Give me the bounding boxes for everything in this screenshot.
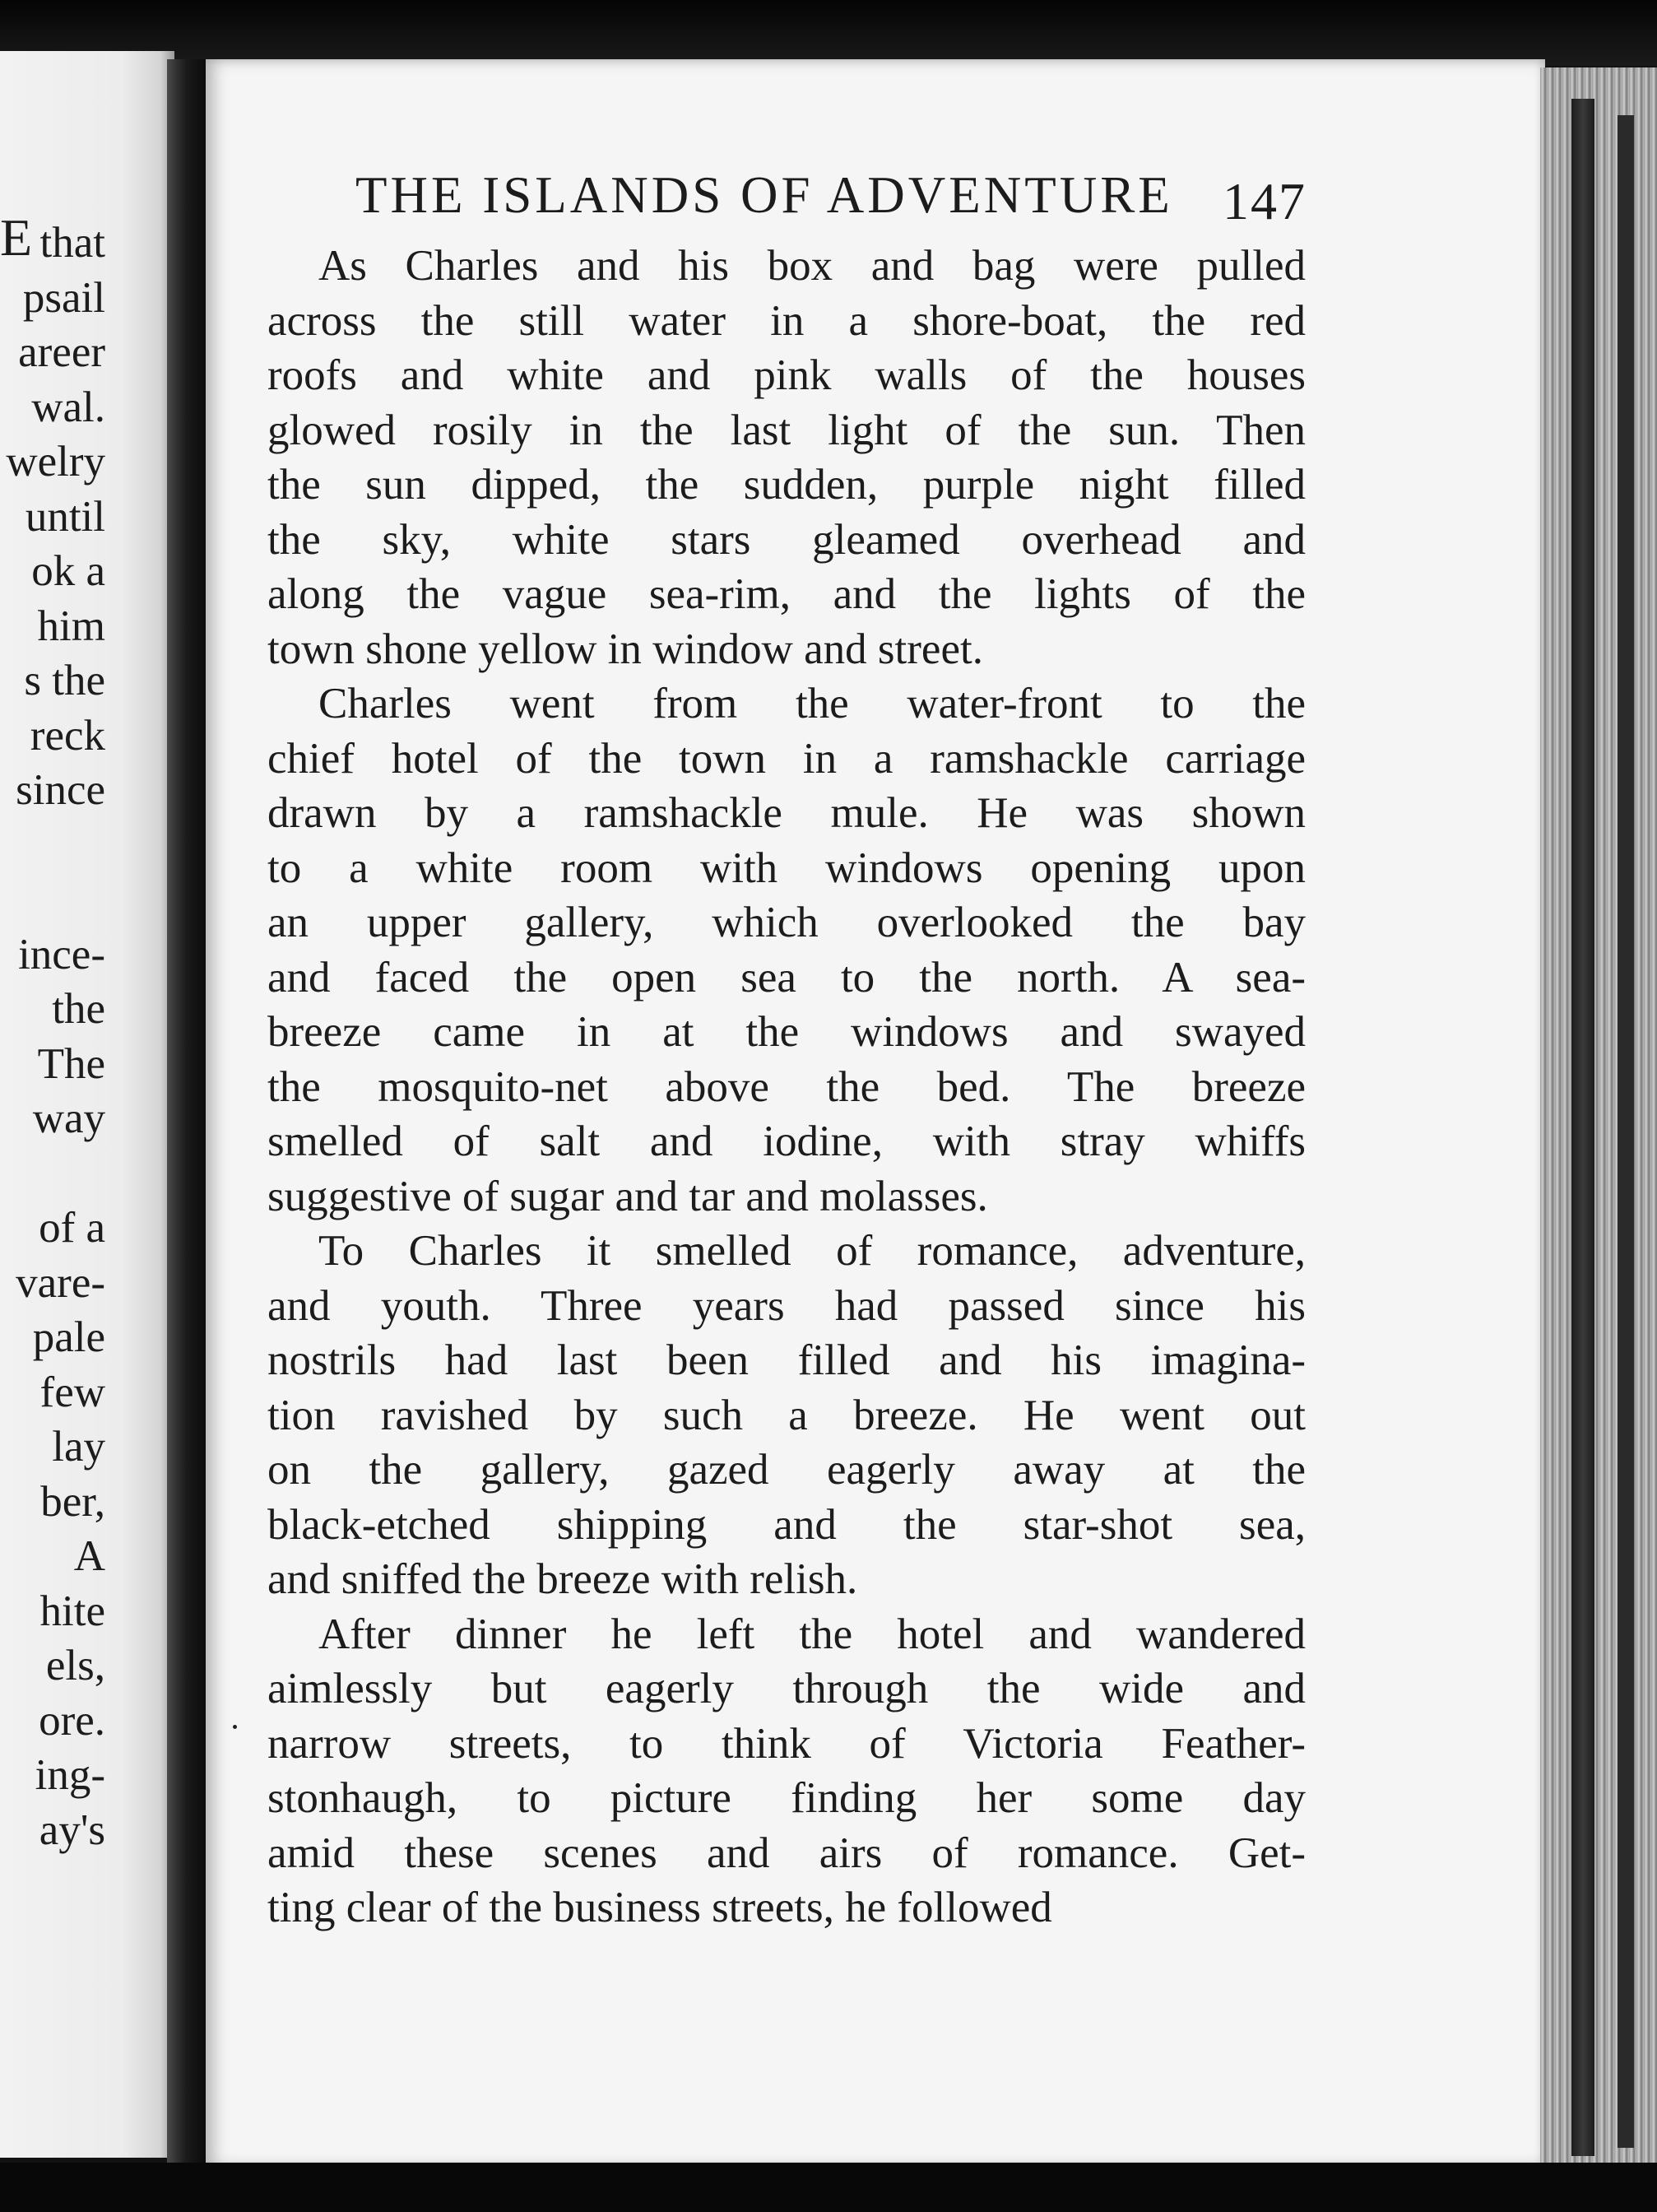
previous-page-line-fragment: ing- (35, 1751, 105, 1799)
text-line: along the vague sea-rim, and the lights of the (267, 570, 1306, 618)
previous-page-line-fragment: ok a (31, 547, 105, 595)
text-line: to a white room with windows opening upon (267, 843, 1306, 892)
previous-page-line-fragment: ay's (39, 1805, 105, 1854)
previous-page-line-fragment: ore. (39, 1696, 105, 1745)
previous-page-line-fragment: s the (24, 657, 105, 704)
previous-page-line-fragment: The (37, 1039, 105, 1088)
text-line: town shone yellow in window and street. (267, 625, 983, 673)
previous-page-line-fragment: way (32, 1094, 105, 1142)
text-line: black-etched shipping and the star-shot sea, (267, 1500, 1306, 1549)
text-line: on the gallery, gazed eagerly away at the (267, 1446, 1306, 1494)
previous-page-line-fragment (0, 872, 105, 927)
text-line: the mosquito-net above the bed. The breeze (267, 1062, 1306, 1111)
scan-top-border (0, 0, 1657, 66)
previous-page-running-head: E (0, 208, 33, 267)
running-head-title: THE ISLANDS OF ADVENTURE (355, 166, 1173, 224)
text-line: narrow streets, to think of Victoria Feather- (267, 1719, 1306, 1768)
page-number: 147 (1223, 172, 1307, 230)
text-line: and youth. Three years had passed since his (267, 1281, 1306, 1330)
text-line: stonhaugh, to picture finding her some day (267, 1774, 1306, 1822)
previous-page-line-fragment: els, (45, 1642, 105, 1689)
previous-page-line-fragment (0, 818, 105, 873)
text-line: After dinner he left the hotel and wandered (318, 1610, 1306, 1658)
text-line: ting clear of the business streets, he followed (267, 1884, 1052, 1931)
text-line: chief hotel of the town in a ramshackle carriage (267, 734, 1306, 783)
previous-page-line-fragment: the (52, 985, 105, 1033)
book-cover-edge (1571, 99, 1594, 2156)
page-stack-edges (1540, 67, 1657, 2166)
print-speck (233, 1725, 237, 1729)
previous-page-line-fragment: lay (52, 1423, 105, 1471)
previous-page-text (0, 216, 105, 1857)
text-line: the sky, white stars gleamed overhead and (267, 515, 1306, 564)
text-line: Charles went from the water-front to the (318, 680, 1306, 727)
scan-bottom-border (0, 2163, 1657, 2212)
text-line: drawn by a ramshackle mule. He was shown (267, 789, 1306, 837)
text-line: an upper gallery, which overlooked the bay (267, 899, 1306, 946)
text-line: and sniffed the breeze with relish. (267, 1555, 858, 1603)
previous-page-line-fragment: reck (30, 711, 105, 760)
text-line: aimlessly but eagerly through the wide and (267, 1665, 1306, 1712)
text-line: tion ravished by such a breeze. He went out (267, 1391, 1306, 1439)
text-line: breeze came in at the windows and swayed (267, 1008, 1306, 1056)
book-gutter (167, 59, 210, 2166)
previous-page-line-fragment: hite (39, 1587, 105, 1635)
text-line: As Charles and his box and bag were pulled (318, 242, 1306, 290)
text-line: smelled of salt and iodine, with stray whiffs (267, 1118, 1306, 1165)
text-line: the sun dipped, the sudden, purple night filled (267, 461, 1306, 509)
previous-page-line-fragment: of a (39, 1204, 105, 1252)
previous-page-line-fragment: ber, (40, 1477, 105, 1526)
previous-page-line-fragment: him (37, 602, 105, 650)
text-line: and faced the open sea to the north. A sea- (267, 953, 1306, 1001)
previous-page-line-fragment: vare- (16, 1258, 105, 1307)
book-cover-edge-outer (1618, 115, 1634, 2148)
previous-page-line-fragment: that (39, 219, 105, 267)
previous-page-line-fragment: ince- (18, 930, 105, 978)
text-line: nostrils had last been filled and his imagina- (267, 1336, 1306, 1384)
body-text (267, 239, 1306, 1936)
previous-page-line-fragment: psail (22, 273, 105, 322)
previous-page-line-fragment: A (73, 1532, 105, 1580)
text-line: roofs and white and pink walls of the houses (267, 351, 1306, 399)
previous-page-line-fragment: pale (32, 1313, 105, 1361)
previous-page-line-fragment: until (25, 492, 105, 541)
running-head (355, 158, 1376, 232)
previous-page-line-fragment: welry (6, 438, 105, 486)
text-line: suggestive of sugar and tar and molasses. (267, 1172, 988, 1220)
text-line: amid these scenes and airs of romance. Get- (267, 1829, 1306, 1877)
previous-page-edge (0, 51, 174, 2158)
previous-page-line-fragment: few (39, 1368, 105, 1416)
text-line: across the still water in a shore-boat, the red (267, 296, 1306, 345)
previous-page-line-fragment: wal. (31, 383, 105, 431)
previous-page-line-fragment: since (16, 766, 105, 814)
previous-page-line-fragment: areer (18, 328, 105, 376)
text-line: glowed rosily in the last light of the sun. Then (267, 406, 1306, 454)
previous-page-line-fragment (0, 1146, 105, 1201)
text-line: To Charles it smelled of romance, adventure, (318, 1227, 1306, 1275)
